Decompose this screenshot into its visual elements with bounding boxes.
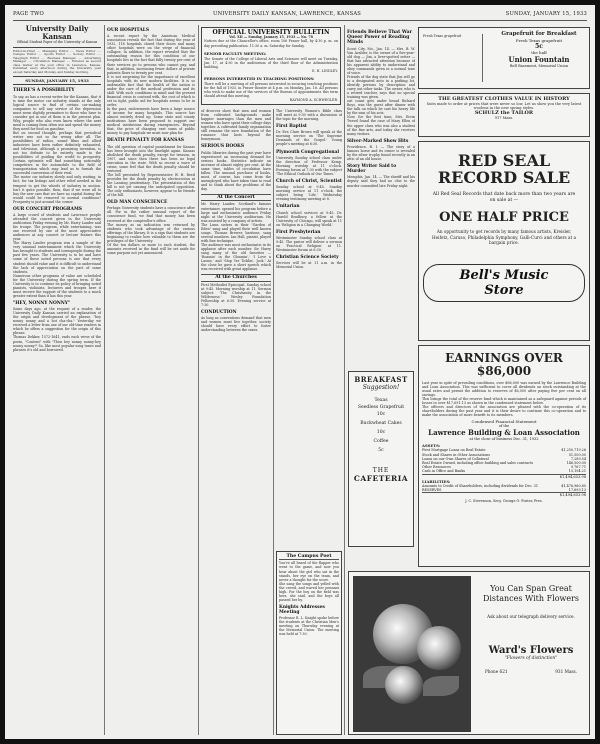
article-text: of divorces show that men and women from cultivated backgrounds make happier marriages than the men and women who have spent their college days together. A cultivated family organization still remains the sure foundation of the romance that lasts beyond the honeymoon. (201, 109, 271, 142)
poem-text: You've all heard of the flapper who went to the game, and now you hear about the girl who sat in the stands, her eye on the team, and never a thought for the score. (279, 561, 339, 582)
breakfast-ad (348, 371, 414, 547)
flowers-address: 931 Mass. (555, 669, 577, 674)
breakfast-item: Coffee (373, 439, 389, 444)
bulletin-signature: E. H. LINDLEY. (312, 68, 338, 73)
article-text: Providence, R. I. — The story of a famous horse and its owner is revealed by the silver trophy found recently in an attic of an old house. (347, 144, 415, 161)
breakfast-item: Seedless Grapefruit (357, 405, 405, 410)
rose-icon (417, 626, 461, 670)
liability-row (422, 484, 586, 488)
editorial-heading-6: OLD MAN CONSCIENCE (107, 200, 168, 206)
breakfast-price: 5c (378, 448, 384, 453)
editorial-text: Some days ago, at the request of a reader, the University Daily Kansan carried an explanation of the origin and development of the phrase, "hey nonny nonny and a hot cha-cha." Yesterday we received a letter from one of our old-time readers in which he offers a suggestion for the origin of this phrase. (13, 307, 101, 336)
association-name: Lawrence Building & Loan Association (428, 428, 580, 438)
breakfast-item: Texas (374, 398, 388, 403)
article-text: The University Women's Bible class will meet at 9:30 with a discussion of the topic for the morning. (276, 109, 342, 122)
statement-date: at the close of business Dec. 31, 1932 (469, 437, 539, 442)
bells-music-store-logo: Bell's Music Store (423, 264, 585, 302)
liabilities-list (422, 484, 586, 492)
red-seal-ad (418, 141, 590, 341)
concert-heading: At the Concert (201, 194, 271, 201)
asset-row-value: 7,289.54 (570, 456, 586, 461)
article-heading: Knights Addresses Meeting (279, 604, 325, 616)
assets-total: $1,494,653.98 (422, 474, 586, 479)
earnings-body: Last year in spite of prevailing conditions, over $86,000 was earned by the Lawrence Building and Loan Association. This was sufficient to cover all dividends on stock outstanding at the usual rates and permit the addition to reserves of $6,000 after paying five per cent on all savings. (422, 381, 586, 398)
editorial-text: But on second thought, perhaps that periodical writer was not so far wrong after all. The possibilities of radios, sound films and allied industries have been rather definitely exhausted, and television, although a promising invention, is not too definite to be entirely made to the possibilities of guiding the world to prosperity. Certain optimists will find something noticeably competitive in the automobile to the field of transportation which may lead us to furnish the successful conversion of their rival. (13, 130, 101, 176)
rose-illustration (353, 576, 471, 732)
red-seal-line-2: RECORD SALE (437, 168, 571, 187)
masthead (13, 25, 101, 48)
campus-poet-title: The Campus Poet (279, 554, 339, 560)
masthead-subtitle: Official Student Paper of the University of Kansas (16, 40, 98, 44)
liabilities-total: $1,494,653.98 (422, 492, 586, 497)
church-heading: First Presbyterian (276, 229, 321, 235)
grapefruit-price: 5c (535, 42, 543, 50)
cafeteria-label-the: THE (372, 467, 390, 474)
asset-row-value: 15,194.21 (568, 469, 586, 474)
liability-row-label: RESERVES (422, 487, 442, 492)
flowers-ad (348, 571, 590, 735)
masthead-dateline: SUNDAY, JANUARY 15, 1933 (13, 76, 101, 85)
breakfast-title: BREAKFAST (354, 375, 408, 384)
bulletin-text: There will be a meeting of all persons interested in securing teaching positions for the fall of 1933, in Fraser theater at 4 p.m. on Monday, Jan. 16. All persons who wish to make use of the services of the Bureau of Appointments this term should attend this meeting. (204, 82, 338, 99)
bulletin-text: The Senate of the College of Liberal Arts and Sciences will meet on Tuesday, Jan. 17, at 4:30 in the auditorium of the third floor of the Administration building. (204, 56, 338, 69)
article-text: Services will be at 11 a.m. in the Memorial Union. (276, 261, 342, 270)
officers-line: J. C. Stevenson, Secy. George O. Foster, Pres. (465, 499, 543, 504)
tailor-body: Suits made to order at prices that were never so low. Let us show you the very latest woolens in the new spring styles. (426, 102, 582, 111)
union-fountain-name: Union Fountain (508, 54, 570, 64)
editorial-text: The Harry Lauder program was a sample of the very unusual entertainment which the University has brought to students and townspeople during the past few years. The University is to be and have some of these noted persons is one that every student should value and it is difficult to understand the lack of appreciation on the part of some students. (13, 241, 101, 274)
asset-row-label: Other Resources (422, 465, 451, 470)
editorial-text: A recent report by the American Medical association reveals the fact that during the year of 1932, 118 hospitals closed their doors and many other hospitals were on the verge of financial collapse. In addition, the report revealed that the outstanding reason for this condition of our hospitals lies in the fact that fully twenty per cent of their services go to persons who cannot pay, and that, in addition, increasing fewer dollars of private patients flows to twenty per cent. (107, 34, 195, 75)
churches-heading: At the Churches (201, 274, 271, 281)
official-bulletin (201, 27, 341, 105)
article-text: First Methodist Episcopal. Sunday school at 9:45. Morning worship at 11. Sermon subject: 'The Christianity in the Wilderness.' Wesley Foundation Fellowship at 6:30. Evening service at 7:30. (201, 282, 271, 307)
column-1 (13, 25, 101, 735)
article-text: out count gets under broad Richard Boys, was the guest after dinner with the talk on which he cast his heavy life by the sum of his acts. (347, 99, 415, 116)
half-price-text: ONE HALF PRICE (439, 210, 569, 225)
article-heading: Story Writer Said to Murder (347, 164, 397, 175)
flowers-text (477, 584, 585, 674)
paper-title-line: UNIVERSITY DAILY KANSAN, LAWRENCE, KANSAS (213, 11, 362, 17)
earnings-body: This brings the total of the reserve fund which is maintained as a safeguard against periods of losses to over $17,691.13 as shown in the condensed statement below. (422, 397, 586, 406)
earnings-title: EARNINGS OVER (445, 351, 563, 365)
breakfast-price: 10c (376, 430, 386, 435)
flowers-contact (485, 669, 577, 674)
red-seal-line-1: RED SEAL (457, 151, 551, 170)
rose-icon (385, 666, 423, 704)
article-text: Scout City, Mo., Jan. 14. — Mrs. B. W. Van Avalder, is the owner of a five-year-old dog — Jim, a liver-spotted setter — that has attracted attention because of his apparent ability to understand and obey commands given in a normal tone of voice. (347, 46, 415, 75)
wards-flowers-name: Ward's Flowers (488, 645, 574, 656)
editorial-heading-2: OUR CONCERT PROGRAMS (13, 206, 82, 212)
article-text: The audience was most enthusiastic in its applause after each number. Sir Harry sang many of the old favorites — 'Roamin' in the Gloamin',' 'I Love a Lassie,' and 'Stop Yer Ticklin', Jock.' At the close he gave a short speech which was received with great applause. (201, 242, 271, 272)
editorial-text: The money as an indication was returned by students who took advantage of the various offerings of the library. It is a sign that students are beginning to realize how valuable to them are the privileges of the University. (107, 222, 195, 243)
masthead-title: University Daily Kansan (25, 25, 89, 41)
article-text: As long as conventions demand that men and women must live together, society should have every effort to foster understanding between the sexes. (201, 316, 271, 333)
staff-box: Editor-in-Chief .... Managing Editor .... News Editor .... Campus Editor .... Sports Editor .... Society Editor .... Telegraph Editor .... Business Manager .... Advertising Manager .... Circulation Manager .... Entered as second class matter at the post office in Lawrence, Kansas. Published every afternoon during the University year except Saturday and Monday, and Sunday morning. (13, 48, 101, 74)
editorial-text: Of the ten dollars or more to each student, the amounts received in the fund will be set aside for some purpose not yet announced. (107, 242, 195, 255)
earnings-ad (418, 345, 590, 567)
asset-row-value: 146,500.00 (566, 461, 586, 466)
poem-text: She sang the songs and yelled with the crowd, and waved her pennant high. For the boy on the field was hers, she said, and the boys all passed her by. (279, 581, 339, 602)
article-text: Westminster Sunday school class at 9:45. The pastor will deliver a sermon on 'Practical Religion' at 11. Westminster forum at 6:30. (276, 235, 342, 253)
article-text: The Lunn sisters in their "Garden of Eden" sang and played their well known songs. Thomas Brewer, baritone, sang several numbers. Ian Hall, pianist, played with fine technique. (201, 222, 271, 243)
tailor-ad (418, 93, 590, 137)
bulletin-issue: Vol. XII — Sunday, January 15, 1933 — No. 78 (229, 35, 313, 40)
assets-label: ASSETS: (422, 443, 441, 449)
article-text: Professor R. L. Knight spoke before the students at the Christian Men's meeting on Thursday evening at the Memorial Union. The meeting was held at 7:30. (279, 616, 339, 637)
leaf-shape (423, 676, 459, 696)
column-5 (347, 27, 415, 367)
union-fountain-address: Bell Basement, Memorial Union (509, 63, 569, 68)
column-divider (344, 25, 345, 735)
grapefruit-ad (418, 27, 590, 89)
church-heading: First Baptist (276, 124, 307, 130)
asset-row-label: Cash in Office and Banks (422, 469, 466, 474)
editorial-heading-5: DEATH PENALTY FOR KANSAS (107, 138, 184, 144)
tailor-name: SCHULZ the TAILOR (474, 110, 534, 117)
liability-row-value: 17,693.13 (568, 487, 586, 492)
newspaper-page (5, 5, 595, 739)
editorial-text: It is not surprising for the importance of excellent hospitals with its new modern facilities. It is so undeniable fact that the health of the nation is under the care of the medical profession and its skill. With such conditions in mind and the present financial crisis to contend with, the cost of which is set in tight, public aid for hospitals seems to be in order. (107, 74, 195, 107)
grapefruit-main (491, 31, 587, 68)
column-divider (104, 25, 105, 735)
issue-date: SUNDAY, JANUARY 15, 1933 (505, 11, 587, 17)
asset-row-value: 51,500.00 (568, 452, 586, 457)
asset-row-value: $1,250,719.26 (561, 448, 586, 453)
church-heading: Plymouth Congregational (276, 149, 340, 155)
article-text: Public libraries during the past year have experienced an increasing demand for serious books. Statistics indicate an increase of almost eighty per cent. At the same time, tables of circulation have fallen. The unusual purchase of books, most, of course, has come from the unemployed who have taken time to read and to think about the problems of the day. (201, 150, 271, 191)
editorial-text: Thomas Dekker, 1572-1641, ends each verse of the poem, "Content" with "Then hey nonny nonny-hey nonny nonny!" So, like most popular song tunes and phrases it's old and borrowed. (13, 335, 101, 352)
earnings-amount: $86,000 (476, 364, 532, 378)
flowers-title: You Can Span Great Distances With Flowers (482, 584, 580, 603)
assets-list (422, 448, 586, 473)
red-seal-body: An opportunity to get records by many famous artists, Kreisler, Heifetz, Caruso, Philadelphia Symphony, Galli-Curci and others at a bargain price. (431, 229, 577, 245)
breakfast-item: Buckwheat Cakes (360, 421, 402, 426)
statement-of: of the (498, 424, 510, 429)
church-heading: Church of Christ, Scientist (276, 178, 342, 184)
campus-poet-box (276, 551, 342, 735)
church-heading: Unitarian (276, 204, 300, 210)
article-text: Sunday school at 9:45. Sunday morning service at 11 o'clock, the subject being 'Life.' Wednesday evening testimony meeting at 8. (276, 185, 342, 202)
asset-row-label: First Mortgage Loans on Real Estate (422, 448, 486, 453)
bulletin-heading: SENIOR FACULTY MEETING: (204, 50, 267, 56)
column-divider (273, 109, 274, 735)
cafeteria-label: CAFETERIA (353, 474, 409, 483)
flowers-tagline: "Flowers of distinction" (504, 656, 558, 661)
tailor-address: 917 Mass. (494, 116, 514, 121)
article-text: Church school services at 9:45. Dr. Harold Bradbury, a fellow at the University of Chicago, will speak at 11 on 'Religion in a Changing World.' (276, 210, 342, 227)
article-text: Dr. Eva Clare Brown will speak at the morning service on 'The Supreme Demands of the Gospel.' Young people's meeting at 6:30. (276, 130, 342, 147)
church-heading: Christian Science Society (276, 255, 339, 261)
grapefruit-sub: Fresh Texas grapefruit (515, 37, 563, 43)
article-heading: Silver-Marked Show Hits (347, 138, 409, 144)
statement-title: Condensed Financial Statement (471, 419, 537, 425)
editorial-text: The motor car industry slowly and only waiting, in fact, for tax listings and other relief needed in the tempest to get the wheels of industry in motion. Isn't it quite possible, then, that if we were all to buy the new cars that we have no capital during the would could be removed to normal conditions? Prosperity is just around the corner. (13, 175, 101, 204)
editorial-text: In the past, endowments have been a large source of income for many hospitals. This source has almost entirely dried up. Some state and county institutions have been proposed to support our medical institutions during emergencies. Beyond that, the price of charging vast sums of public money to pay hospitals we must now plan for. (107, 107, 195, 136)
breakfast-price: 10c (376, 412, 386, 417)
asset-row-label: Real Estate Owned, including office building and sales contracts (422, 461, 534, 466)
editorial-text: Perhaps University students have a conscience after all. For in the rather unusual report of the conscience fund, we find that money has been received at the comptroller's office. (107, 206, 195, 223)
column-3 (201, 109, 271, 735)
article-heading: Friends Believe That War Queer Power of Reading Minds (347, 30, 413, 46)
grapefruit-text-block (423, 34, 483, 82)
editorial-text: A large crowd of students and Lawrence people attended the concert given in the University auditorium Friday evening by Mr. Harry Lauder and his troupe. The program, while entertaining, was one received by one of the most appreciative audiences at any concert or lecture feature this year. (13, 212, 101, 242)
bulletin-heading: PERSONS INTERESTED IN TEACHING POSITIONS: (204, 75, 315, 81)
asset-row-label: Loans on our Own Shares of Collateral (422, 456, 489, 461)
grapefruit-side-text: Fresh Texas grapefruit (423, 34, 462, 38)
liabilities-label: LIABILITIES: (422, 478, 451, 484)
flowers-phone: Phone 621 (485, 669, 508, 674)
grapefruit-title: Grapefruit for Breakfast (501, 31, 577, 37)
article-heading: CONDUCTION (201, 309, 237, 315)
earnings-body: The officers and directors of the association are pleased with the co-operation of its shareholders during the past year and it is their desire to continue this co-operation and to make the association of more benefit to its members. (422, 405, 586, 418)
page-number: PAGE TWO (13, 11, 44, 17)
tailor-title: THE GREATEST CLOTHES VALUE IN HISTORY (438, 96, 570, 102)
editorial-heading-1: THERE'S A POSSIBILITY (13, 88, 75, 94)
editorial-heading-4: OUR HOSPITALS (107, 28, 150, 33)
flowers-sub: Ask about our telegraph delivery service. (487, 614, 575, 619)
editorial-heading-3: "HEY, NONNY NONNY" (13, 300, 71, 306)
editorial-text: The bill presented by Representative W. H. Reed provides for the death penalty by electrocution at the Lansing penitentiary. The presentation of this bill is not yet causing the anticipated opposition. The only enthusiasts, however, appear to be friends of the bill. (107, 172, 195, 198)
bulletin-signature: RAYMOND A. SCHWEGLER. (289, 98, 338, 103)
page-header (13, 9, 587, 21)
breakfast-subtitle: Suggestion! (362, 384, 400, 391)
editorial-text: Numerous other programs of value are scheduled for the University during the spring term. If the University is to continue its policy of bringing noted pianists, violinists, lecturers and troupes here it must receive the support of the students to a much greater extent than it has this year. (13, 273, 101, 298)
editorial-text: The old question of capital punishment for Kansas has been brought into the limelight again. Kansas abolished the death penalty, except for treason, in 1907, and since then there has been no legal execution in the state. With so recent a wave of crime, some feel that the death penalty should be restored. (107, 144, 195, 173)
article-text: Friends of the dog state that Jim will go to a designated auto in a parking lot, identify persons by description and carry out other tasks. The owner, who is a retired teacher, says that no special training was given. (347, 74, 415, 100)
column-divider (198, 25, 199, 735)
bulletin-note: Notices due at the Chancellor's office, room 106 Fraser hall, by 4:30 p. m. on day preceding publication. 11:30 a. m. Saturday for Sunday. (204, 39, 338, 48)
bulletin-title: OFFICIAL UNIVERSITY BULLETIN (212, 29, 330, 36)
article-text: Memphis, Jan. 14. — The sheriff and his deputy said they had no clue to the murder committed late Friday night. (347, 175, 415, 188)
red-seal-sub: All Red Seal Records that date back more than two years are on sale at — (432, 192, 576, 203)
asset-row-label: Stock and Shares in Other Associations (422, 452, 490, 457)
asset-row-value: 9,767.71 (570, 465, 586, 470)
liability-row-value: $1,476,960.85 (561, 483, 586, 488)
grapefruit-extra: the half (531, 49, 547, 55)
liability-row-label: Amounts to Credit of Shareholders, including dividends for Dec. 31 (422, 483, 538, 488)
column-4 (276, 109, 342, 549)
article-text: Now, for the first time, Mrs. Ervin Tweed found the case of Mary Ellen of the upper class who was also a student of the fine arts, and today she receives many visitors. (347, 115, 415, 136)
article-text: Mr. Harry Lauder, Scotland's famous entertainer, opened his program before a large and enthusiastic audience Friday night at the University auditorium. He was assisted by a company of artists. (201, 202, 271, 223)
editorial-text: To say, as has a recent writer for the Kansan, that it is time the motor car industry stands at the only logical source to find of certain car-making companies to sell any service of the depression must seem slightly premature to those who have to consider got in one of them is in the present plan. Why, people who also even know where the next meal is coming from often use and spend the money they need for food on gasoline. (13, 94, 101, 131)
article-heading: SERIOUS BOOKS (201, 144, 245, 150)
article-text: University Sunday school class under the direction of Professor Kemp. Morning worship at 11 o'clock. Evening forum at 7:30 with the subject 'The Ethical Outlook of Our Times.' (276, 155, 342, 176)
column-2 (107, 25, 195, 735)
